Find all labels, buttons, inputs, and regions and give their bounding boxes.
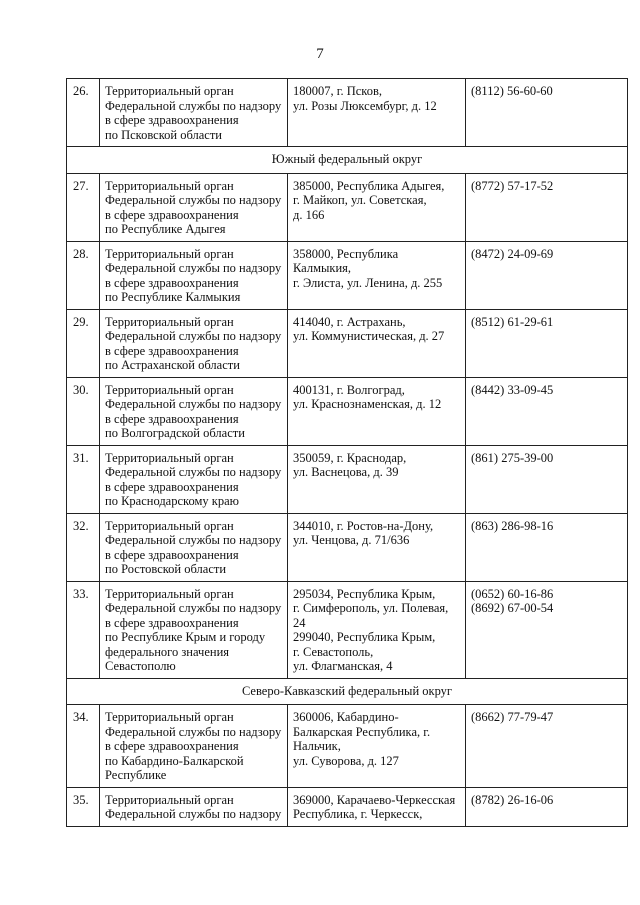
phone-line: (8782) 26-16-06 [471,792,554,807]
body-line: в сфере здравоохранения [105,739,239,753]
body-line: в сфере здравоохранения [105,479,239,494]
address-line: 400131, г. Волгоград, [293,382,405,397]
table-row [67,377,628,445]
address-line: ул. Флагманская, 4 [293,659,393,673]
body-cell [100,309,288,377]
body-line: в сфере здравоохранения [105,411,239,426]
phone-cell [466,581,628,678]
address-cell [288,787,466,826]
body-line: в сфере здравоохранения [105,615,239,630]
address-line: г. Майкоп, ул. Советская, [293,193,427,207]
address-line: 180007, г. Псков, [293,84,383,98]
body-line: Территориальный орган [105,710,234,724]
phone-line: (8662) 77-79-47 [471,710,554,724]
body-line: Федеральной службы по надзору [105,724,282,739]
address-line: 369000, Карачаево-Черкесская [293,792,456,807]
table-row [67,241,628,309]
body-cell [100,79,288,147]
phone-line: (0652) 60-16-86 [471,586,554,601]
body-line: в сфере здравоохранения [105,207,239,222]
body-line: Территориальный орган [105,178,234,193]
address-line: г. Элиста, ул. Ленина, д. 255 [293,275,443,290]
body-cell [100,173,288,241]
phone-cell [466,309,628,377]
body-line: в сфере здравоохранения [105,275,239,290]
body-line: Федеральной службы по надзору [105,261,282,275]
body-line: Федеральной службы по надзору [105,397,282,411]
table-row [67,513,628,581]
address-cell [288,241,466,309]
body-line: Территориальный орган [105,450,234,465]
phone-cell [466,513,628,581]
body-line: Территориальный орган [105,518,234,533]
phone-line: (861) 275-39-00 [471,450,554,465]
table-row [67,173,628,241]
row-number: 31. [67,445,100,513]
table-row [67,787,628,826]
address-cell [288,445,466,513]
section-row [67,147,628,174]
section-title: Южный федеральный округ [67,147,628,174]
address-line: 358000, Республика [293,246,399,261]
address-line: ул. Краснознаменская, д. 12 [293,397,442,411]
table-row [67,309,628,377]
address-line: Калмыкия, [293,261,352,275]
address-cell [288,79,466,147]
body-line: Территориальный орган [105,792,234,807]
address-line: 360006, Кабардино- [293,710,399,724]
address-cell [288,705,466,788]
body-line: Севастополю [105,659,176,673]
page-number: 7 [316,46,324,62]
address-line: 344010, г. Ростов-на-Дону, [293,518,434,533]
table-row [67,79,628,147]
phone-line: (8512) 61-29-61 [471,314,554,329]
address-cell [288,309,466,377]
body-line: Территориальный орган [105,586,234,601]
row-number: 35. [67,787,100,826]
phone-cell [466,787,628,826]
body-line: Территориальный орган [105,84,234,98]
phone-cell [466,173,628,241]
row-number: 26. [67,79,100,147]
body-line: Федеральной службы по надзору [105,193,282,207]
body-line: по Ростовской области [105,562,227,576]
address-line: г. Симферополь, ул. Полевая, [293,601,449,615]
body-line: Федеральной службы по надзору [105,465,282,479]
row-number: 33. [67,581,100,678]
row-number: 28. [67,241,100,309]
row-number: 32. [67,513,100,581]
body-line: Федеральной службы по надзору [105,98,282,113]
row-number: 30. [67,377,100,445]
address-line: Балкарская Республика, г. [293,724,431,739]
address-line: ул. Ченцова, д. 71/636 [293,533,410,547]
table-row [67,705,628,788]
body-cell [100,513,288,581]
row-number: 29. [67,309,100,377]
section-title: Северо-Кавказский федеральный округ [67,678,628,705]
address-cell [288,581,466,678]
address-line: ул. Розы Люксембург, д. 12 [293,98,437,113]
section-row [67,678,628,705]
address-line: 24 [293,615,306,630]
row-number: 34. [67,705,100,788]
body-line: в сфере здравоохранения [105,343,239,358]
body-cell [100,787,288,826]
table-row [67,445,628,513]
body-line: по Республике Крым и городу [105,630,266,644]
body-line: Федеральной службы по надзору [105,329,282,343]
body-cell [100,241,288,309]
phone-cell [466,241,628,309]
body-line: Республике [105,768,167,782]
phone-cell [466,377,628,445]
address-cell [288,377,466,445]
row-number: 27. [67,173,100,241]
body-cell [100,705,288,788]
address-line: д. 166 [293,207,325,222]
phone-line: (863) 286-98-16 [471,518,554,533]
phone-line: (8472) 24-09-69 [471,246,554,261]
phone-line: (8692) 67-00-54 [471,601,554,615]
address-line: Республика, г. Черкесск, [293,807,423,821]
address-line: ул. Суворова, д. 127 [293,753,399,768]
body-line: по Краснодарскому краю [105,494,239,508]
body-cell [100,377,288,445]
phone-line: (8772) 57-17-52 [471,178,554,193]
body-line: по Кабардино-Балкарской [105,753,244,768]
address-line: ул. Коммунистическая, д. 27 [293,329,445,343]
phone-line: (8442) 33-09-45 [471,382,554,397]
address-line: 385000, Республика Адыгея, [293,178,445,193]
body-line: федерального значения [105,644,230,659]
body-line: по Астраханской области [105,358,240,372]
address-line: ул. Васнецова, д. 39 [293,465,399,479]
phone-cell [466,705,628,788]
body-line: по Псковской области [105,127,222,142]
body-line: Территориальный орган [105,246,234,261]
phone-cell [466,79,628,147]
body-line: в сфере здравоохранения [105,113,239,127]
body-line: по Республике Калмыкия [105,290,241,304]
body-line: Федеральной службы по надзору [105,807,282,821]
body-line: по Волгоградской области [105,426,245,440]
address-line: 295034, Республика Крым, [293,586,436,601]
address-line: 414040, г. Астрахань, [293,314,406,329]
phone-line: (8112) 56-60-60 [471,84,553,98]
body-cell [100,445,288,513]
address-line: Нальчик, [293,739,341,753]
body-line: в сфере здравоохранения [105,547,239,562]
address-cell [288,173,466,241]
registry-table [66,78,628,827]
address-line: г. Севастополь, [293,644,374,659]
address-line: 350059, г. Краснодар, [293,450,407,465]
body-line: Федеральной службы по надзору [105,601,282,615]
phone-cell [466,445,628,513]
address-line: 299040, Республика Крым, [293,630,436,644]
body-line: по Республике Адыгея [105,222,226,236]
body-line: Территориальный орган [105,382,234,397]
body-line: Территориальный орган [105,314,234,329]
body-line: Федеральной службы по надзору [105,533,282,547]
table-row [67,581,628,678]
address-cell [288,513,466,581]
body-cell [100,581,288,678]
